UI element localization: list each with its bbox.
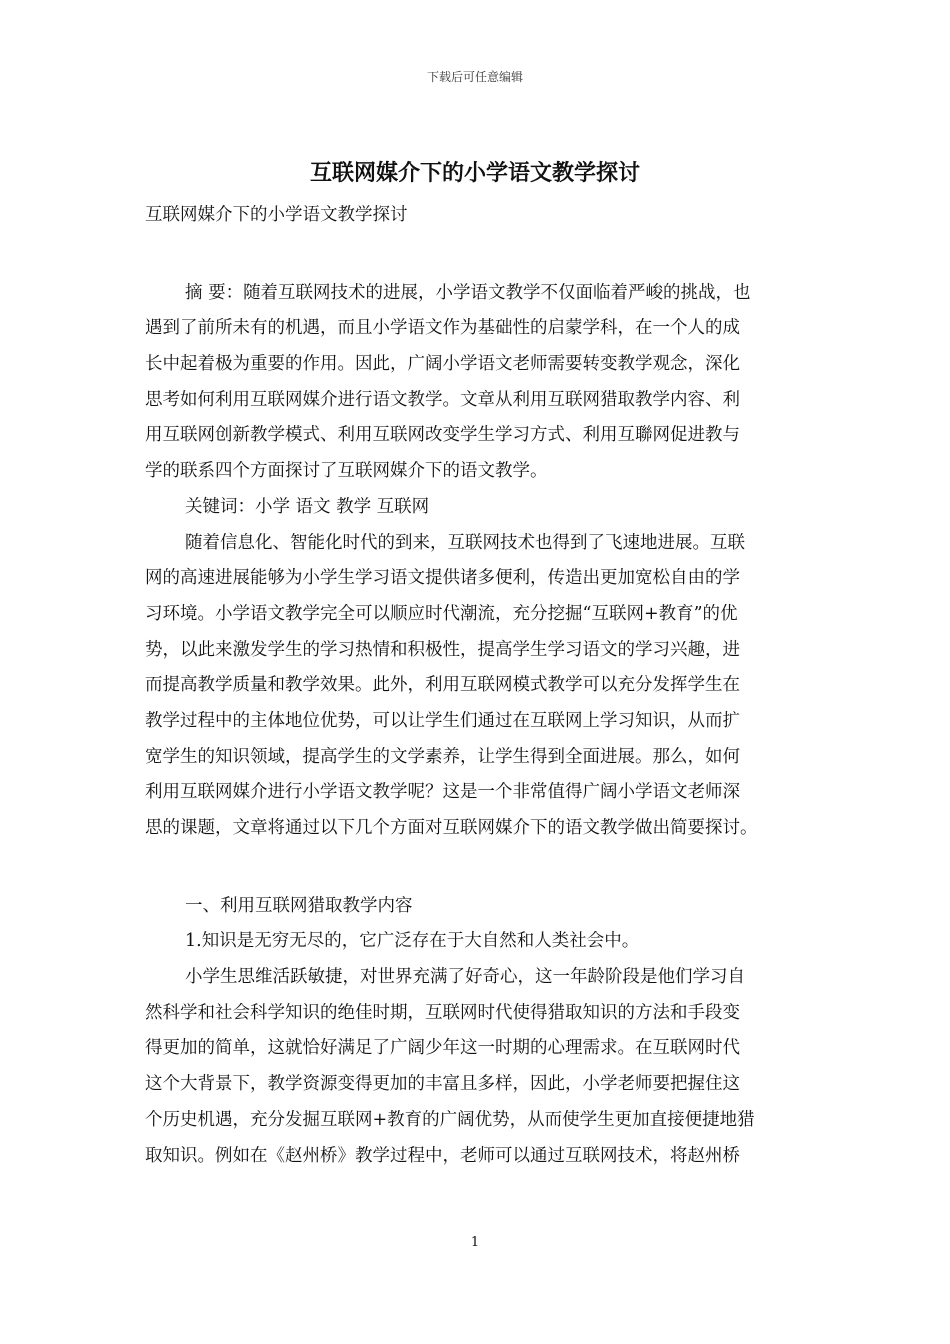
section1-line: 然科学和社会科学知识的绝佳时期，互联网时代使得猎取知识的方法和手段变 [145,1002,740,1023]
abstract-line: 思考如何利用互联网媒介进行语文教学。文章从利用互联网猎取教学内容、利 [145,389,740,410]
spacer [145,847,810,889]
intro-line: 网的高速进展能够为小学生学习语文提供诸多便利，传造出更加宽松自由的学 [145,568,740,589]
intro-line: 而提高教学质量和教学效果。此外，利用互联网模式教学可以充分发挥学生在 [145,675,740,696]
page-number: 1 [470,1235,480,1250]
abstract-line: 遇到了前所未有的机遇，而且小学语文作为基础性的启蒙学科，在一个人的成 [145,318,740,339]
spacer [145,234,810,276]
intro-line: 随着信息化、智能化时代的到来，互联网技术也得到了飞速地进展。互联 [185,532,745,553]
abstract-paragraph [145,276,810,490]
abstract-line: 摘 要：随着互联网技术的进展，小学语文教学不仅面临着严峻的挑战，也 [185,282,751,303]
section1-line: 这个大背景下，教学资源变得更加的丰富且多样，因此，小学老师要把握住这 [145,1074,740,1095]
document-body [145,198,810,1174]
section1-paragraph [145,960,810,1174]
intro-paragraph [145,526,810,847]
intro-line: 势，以此来激发学生的学习热情和积极性，提高学生学习语文的学习兴趣，进 [145,639,740,660]
intro-line: 思的课题，文章将通过以下几个方面对互联网媒介下的语文教学做出简要探讨。 [145,818,758,838]
intro-line: 宽学生的知识领域，提高学生的文学素养，让学生得到全面进展。那么，如何 [145,746,740,767]
abstract-line: 学的联系四个方面探讨了互联网媒介下的语文教学。 [145,461,548,482]
section-subheading: 1.知识是无穷无尽的，它广泛存在于大自然和人类社会中。 [185,931,640,952]
intro-line: 利用互联网媒介进行小学语文教学呢？这是一个非常值得广阔小学语文老师深 [145,782,740,803]
abstract-line: 用互联网创新教学模式、利用互联网改变学生学习方式、利用互聯网促进教与 [145,425,740,446]
section-heading: 一、利用互联网猎取教学内容 [185,895,413,916]
intro-line: 习环境。小学语文教学完全可以顺应时代潮流，充分挖掘“互联网+教育”的优 [145,603,738,624]
section1-line: 个历史机遇，充分发掘互联网+教育的广阔优势，从而使学生更加直接便捷地猎 [145,1109,755,1130]
abstract-line: 长中起着极为重要的作用。因此，广阔小学语文老师需要转变教学观念，深化 [145,354,740,375]
page-header: 下载后可任意编辑 [426,70,523,84]
intro-line: 教学过程中的主体地位优势，可以让学生们通过在互联网上学习知识，从而扩 [145,710,740,731]
keywords: 关键词：小学 语文 教学 互联网 [185,496,430,517]
section1-line: 小学生思维活跃敏捷，对世界充满了好奇心，这一年龄阶段是他们学习自 [185,967,745,988]
section1-line: 得更加的简单，这就恰好满足了广阔少年这一时期的心理需求。在互联网时代 [145,1038,740,1059]
subtitle: 互联网媒介下的小学语文教学探讨 [145,205,408,225]
section1-line: 取知识。例如在《赵州桥》教学过程中，老师可以通过互联网技术，将赵州桥 [145,1145,740,1166]
document-title: 互联网媒介下的小学语文教学探讨 [309,160,640,186]
